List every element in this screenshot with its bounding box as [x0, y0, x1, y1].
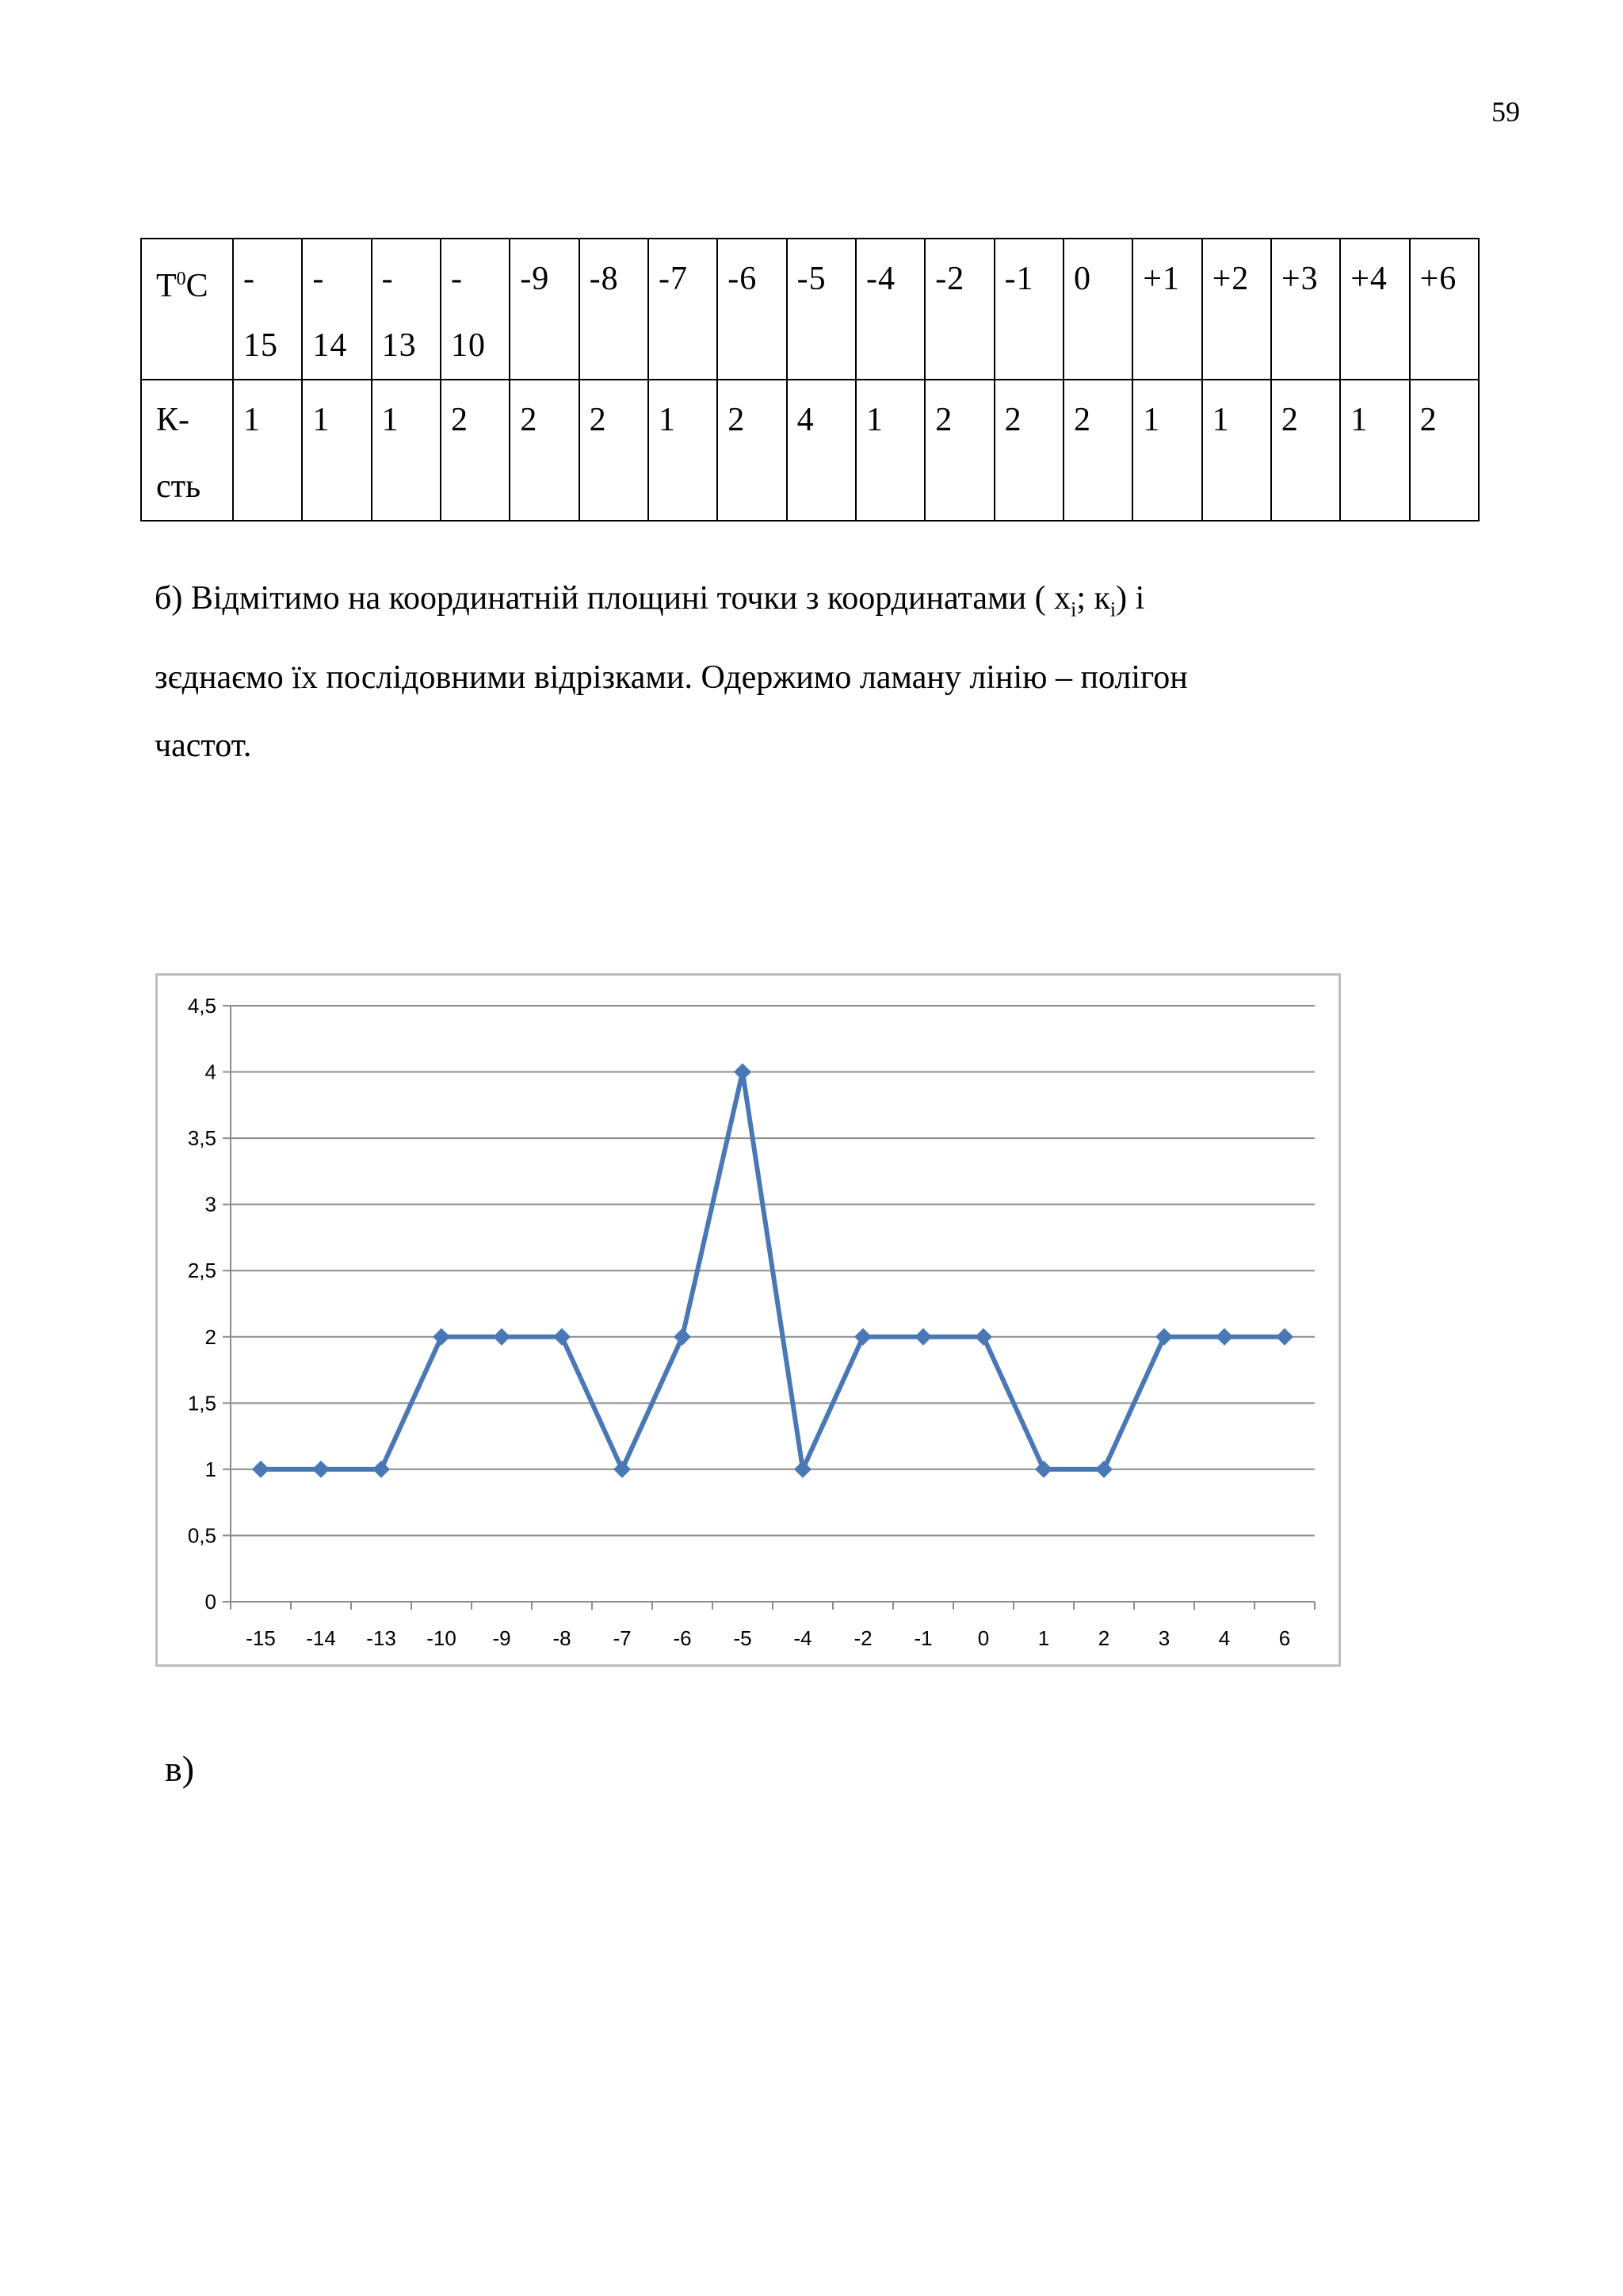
temperature-value-part: +2 [1212, 261, 1250, 297]
body-paragraph [155, 564, 1438, 780]
temperature-cell [648, 239, 717, 380]
temperature-cell [856, 239, 925, 380]
count-cell: 1 [1202, 380, 1271, 521]
temperature-value-part: 14 [312, 327, 348, 364]
y-tick-label: 3 [204, 1192, 216, 1217]
temperature-value-part: 0 [1073, 261, 1091, 297]
temperature-cell [372, 239, 441, 380]
y-tick-labels [188, 994, 216, 1614]
temperature-cell [1410, 239, 1479, 380]
count-cell: 2 [1271, 380, 1340, 521]
x-tick-label: -1 [914, 1626, 933, 1650]
count-cell: 2 [579, 380, 648, 521]
temperature-value-part: -1 [1004, 261, 1034, 297]
y-tick-label: 3,5 [187, 1126, 216, 1151]
temperature-cell [1064, 239, 1132, 380]
temperature-value-part: 13 [381, 327, 417, 364]
data-point-marker [613, 1461, 631, 1478]
count-cell: 1 [302, 380, 371, 521]
temperature-value-part: +3 [1281, 261, 1319, 297]
x-tick-label: -9 [492, 1626, 511, 1650]
temperature-value-part: +4 [1350, 261, 1388, 297]
y-tick-label: 0 [204, 1590, 216, 1614]
paragraph-line-1-end: ) і [1116, 580, 1145, 617]
temperature-value-part: - [381, 261, 394, 297]
x-tick-label: 6 [1278, 1626, 1291, 1650]
data-point-marker [1035, 1461, 1052, 1478]
data-point-marker [252, 1461, 269, 1478]
count-cell: 1 [1132, 380, 1201, 521]
data-point-marker [794, 1461, 812, 1478]
paragraph-line-1 [155, 564, 1438, 644]
data-point-marker [1276, 1328, 1293, 1346]
y-tick-label: 1,5 [187, 1391, 216, 1415]
temperature-value-part: - [243, 261, 255, 297]
temperature-cell [1202, 239, 1271, 380]
temperature-cell [787, 239, 856, 380]
count-cell: 2 [1064, 380, 1132, 521]
count-cell: 2 [925, 380, 994, 521]
chart-axes [223, 1006, 1315, 1610]
data-point-marker [674, 1328, 691, 1346]
x-tick-label: -2 [854, 1626, 873, 1650]
x-tick-label: -8 [552, 1626, 571, 1650]
page-number: 59 [1491, 96, 1520, 128]
temperature-cell [302, 239, 371, 380]
x-tick-label: -6 [673, 1626, 692, 1650]
data-point-marker [975, 1328, 992, 1346]
x-tick-label: 1 [1037, 1626, 1050, 1650]
count-cell: 1 [856, 380, 925, 521]
x-tick-label: -15 [246, 1626, 276, 1650]
x-tick-label: -5 [733, 1626, 752, 1650]
frequency-table [140, 238, 1480, 521]
data-point-marker [1095, 1461, 1113, 1478]
temperature-cell [717, 239, 786, 380]
y-tick-label: 1 [204, 1457, 216, 1481]
x-tick-label: 2 [1098, 1626, 1110, 1650]
temperature-unit: C [185, 268, 208, 304]
y-tick-label: 2,5 [187, 1259, 216, 1283]
x-tick-labels [246, 1626, 1290, 1650]
y-tick-label: 0,5 [187, 1523, 216, 1548]
x-tick-label: -4 [793, 1626, 812, 1650]
temperature-cell [995, 239, 1064, 380]
paragraph-line-1-mid: ; к [1076, 580, 1110, 617]
table-row-temperature [141, 239, 1479, 380]
temperature-cell [925, 239, 994, 380]
chart-svg [158, 976, 1338, 1664]
data-point-marker [493, 1328, 510, 1346]
y-tick-label: 2 [204, 1324, 216, 1349]
count-header-line1: К- [156, 402, 189, 438]
temperature-cell [441, 239, 510, 380]
frequency-polygon-chart [155, 973, 1341, 1667]
table-header-temperature [141, 239, 233, 380]
count-cell: 2 [441, 380, 510, 521]
subscript-i-x: і [1071, 598, 1077, 621]
temperature-value-part: +1 [1143, 261, 1180, 297]
temperature-value-part: +6 [1419, 261, 1457, 297]
data-point-marker [915, 1328, 932, 1346]
data-point-marker [734, 1064, 751, 1081]
count-cell: 2 [510, 380, 579, 521]
y-tick-label: 4 [204, 1060, 216, 1084]
count-header-line2: сть [156, 468, 201, 505]
count-cell: 4 [787, 380, 856, 521]
data-point-marker [1216, 1328, 1233, 1346]
data-point-marker [312, 1461, 330, 1478]
count-cell: 1 [648, 380, 717, 521]
x-tick-label: 0 [977, 1626, 990, 1650]
count-cell: 2 [1410, 380, 1479, 521]
data-point-marker [433, 1328, 450, 1346]
data-point-marker [553, 1328, 571, 1346]
count-cell: 1 [233, 380, 302, 521]
data-point-marker [372, 1461, 390, 1478]
temperature-cell [579, 239, 648, 380]
table-header-count [141, 380, 233, 521]
x-tick-label: -13 [366, 1626, 396, 1650]
temperature-value-part: -7 [658, 261, 688, 297]
x-tick-label: -14 [306, 1626, 336, 1650]
x-tick-label: -7 [613, 1626, 632, 1650]
x-tick-label: 3 [1158, 1626, 1170, 1650]
temperature-value-part: - [450, 261, 463, 297]
temperature-value-part: -2 [935, 261, 965, 297]
temperature-value-part: -8 [589, 261, 619, 297]
count-cell: 1 [1340, 380, 1409, 521]
temperature-cell [1340, 239, 1409, 380]
table-row-count [141, 380, 1479, 521]
temperature-value-part: 10 [450, 327, 486, 364]
temperature-cell [510, 239, 579, 380]
temperature-value-part: -6 [727, 261, 758, 297]
temperature-symbol: T [156, 268, 177, 304]
section-label: в) [165, 1748, 195, 1789]
data-point-marker [1155, 1328, 1173, 1346]
temperature-value-part: 15 [243, 327, 278, 364]
count-cell: 2 [995, 380, 1064, 521]
paragraph-line-1-start: б) Відмітимо на координатній площині точки з координатами ( х [155, 580, 1071, 617]
temperature-cell [1132, 239, 1201, 380]
x-tick-label: 4 [1218, 1626, 1231, 1650]
paragraph-line-2: зєднаємо їх послідовними відрізками. Одержимо ламану лінію – полігон [155, 659, 1188, 697]
count-cell: 2 [717, 380, 786, 521]
count-cell: 1 [372, 380, 441, 521]
temperature-value-part: -4 [865, 261, 896, 297]
temperature-cell [1271, 239, 1340, 380]
x-tick-label: -10 [426, 1626, 456, 1650]
temperature-value-part: -9 [520, 261, 550, 297]
degree-superscript: 0 [176, 269, 186, 289]
data-point-marker [854, 1328, 872, 1346]
temperature-value-part: -5 [796, 261, 827, 297]
temperature-value-part: - [312, 261, 325, 297]
y-tick-label: 4,5 [187, 994, 216, 1018]
subscript-i-k: і [1109, 598, 1117, 621]
temperature-cell [233, 239, 302, 380]
paragraph-line-3: частот. [155, 728, 252, 765]
